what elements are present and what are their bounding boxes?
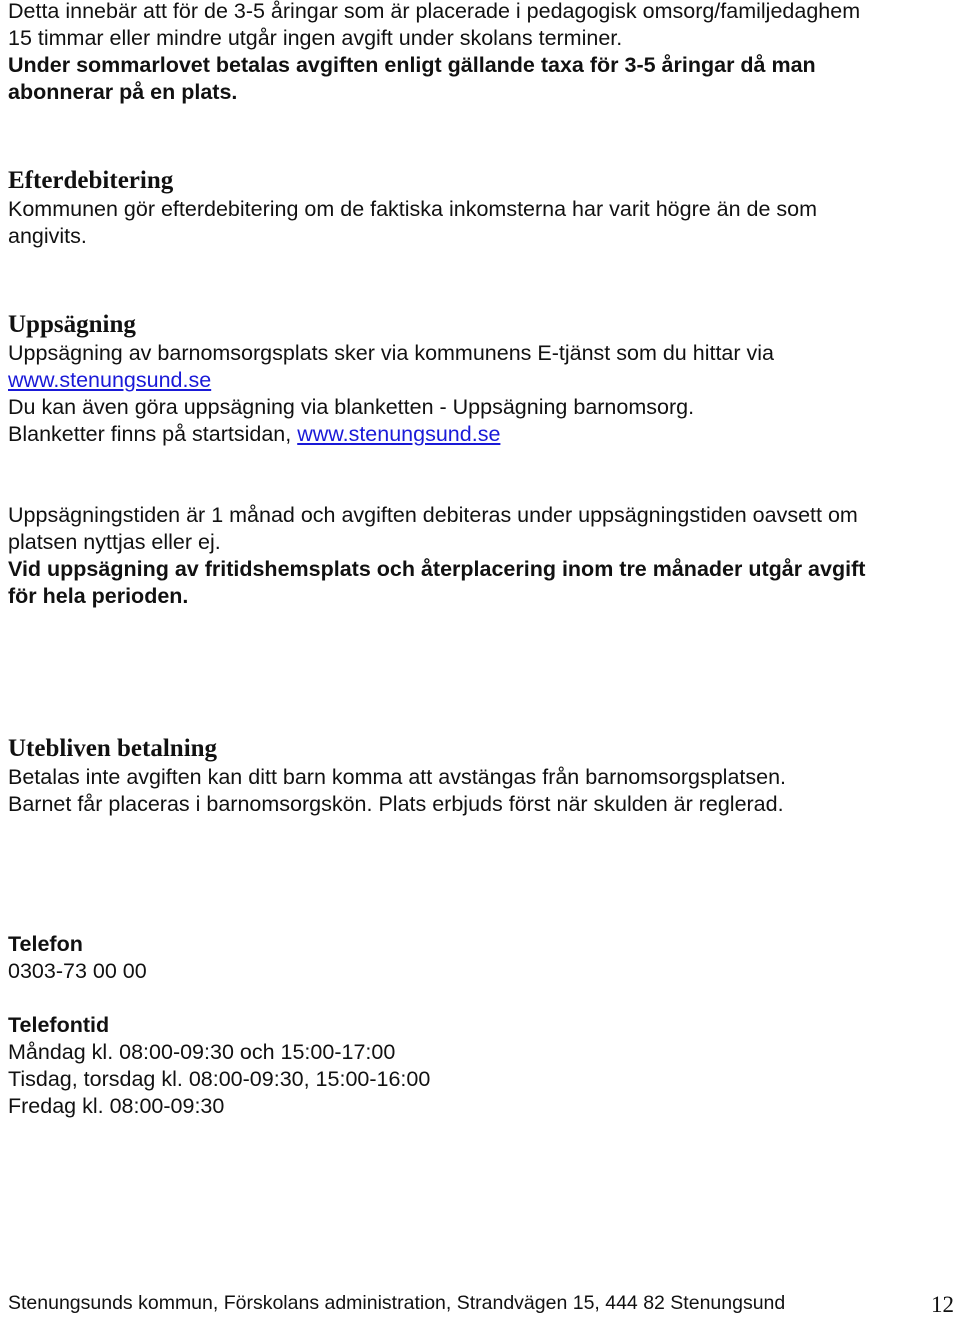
telefontid-line: Tisdag, torsdag kl. 08:00-09:30, 15:00-16:00	[8, 1067, 431, 1091]
uppsagning-link-line	[8, 367, 211, 394]
stenungsund-link[interactable]: www.stenungsund.se	[297, 422, 501, 446]
fritidshem-bold-line: för hela perioden.	[8, 584, 189, 608]
uppsagning-text-line: Du kan även göra uppsägning via blanketten - Uppsägning barnomsorg.	[8, 395, 695, 419]
intro-text-line: Detta innebär att för de 3-5 åringar som är placerade i pedagogisk omsorg/familjedaghem	[8, 0, 861, 23]
telefontid-line: Fredag kl. 08:00-09:30	[8, 1094, 225, 1118]
section-heading-telefon: Telefon	[8, 932, 83, 956]
intro-text-line: 15 timmar eller mindre utgår ingen avgift under skolans terminer.	[8, 26, 623, 50]
intro-bold-line: Under sommarlovet betalas avgiften enligt gällande taxa för 3-5 åringar då man	[8, 53, 816, 77]
blanketter-text: Blanketter finns på startsidan,	[8, 422, 298, 446]
uppsagning-text-line: Uppsägning av barnomsorgsplats sker via kommunens E-tjänst som du hittar via	[8, 341, 774, 365]
telefontid-line: Måndag kl. 08:00-09:30 och 15:00-17:00	[8, 1040, 396, 1064]
uppsagningstid-text-line: Uppsägningstiden är 1 månad och avgiften debiteras under uppsägningstiden oavsett om	[8, 503, 858, 527]
uppsagningstid-text-line: platsen nyttjas eller ej.	[8, 530, 221, 554]
uppsagning-blanketter-line	[8, 421, 500, 448]
phone-number: 0303-73 00 00	[8, 959, 147, 983]
page-number: 12	[931, 1292, 954, 1317]
efterdebitering-text-line: Kommunen gör efterdebitering om de faktiska inkomsterna har varit högre än de som	[8, 197, 818, 221]
intro-bold-line: abonnerar på en plats.	[8, 80, 238, 104]
section-heading-uppsagning: Uppsägning	[8, 311, 136, 338]
utebliven-text-line: Barnet får placeras i barnomsorgskön. Plats erbjuds först när skulden är reglerad.	[8, 792, 784, 816]
section-heading-efterdebitering: Efterdebitering	[8, 167, 174, 194]
section-heading-utebliven-betalning: Utebliven betalning	[8, 735, 218, 762]
section-heading-telefontid: Telefontid	[8, 1013, 110, 1037]
stenungsund-link[interactable]: www.stenungsund.se	[8, 368, 212, 392]
efterdebitering-text-line: angivits.	[8, 224, 87, 248]
utebliven-text-line: Betalas inte avgiften kan ditt barn komma att avstängas från barnomsorgsplatsen.	[8, 765, 787, 789]
page-footer: Stenungsunds kommun, Förskolans administration, Strandvägen 15, 444 82 Stenungsund	[8, 1292, 786, 1314]
fritidshem-bold-line: Vid uppsägning av fritidshemsplats och återplacering inom tre månader utgår avgift	[8, 557, 866, 581]
